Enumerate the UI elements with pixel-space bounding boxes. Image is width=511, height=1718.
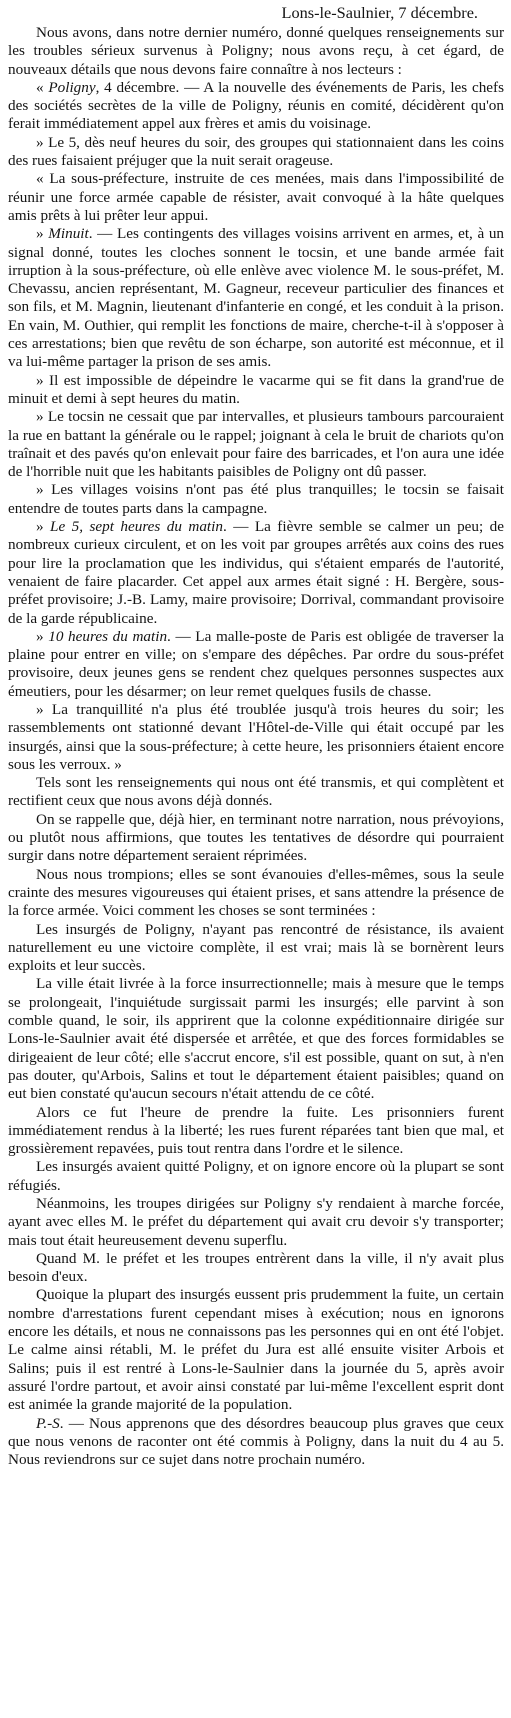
paragraph-renseignements: Tels sont les renseignements qui nous ont été transmis, et qui complètent et rectifient ceux que nous avons déjà donnés. bbox=[8, 774, 504, 810]
paragraph-ten-am: » 10 heures du matin. — La malle-poste de Paris est obligée de traverser la plaine pour entrer en ville; on s'empare des dépêches. Par ordre du sous-préfet provisoire, deux jeunes gens se rendent chez quelques personnes suspectes aux émeutiers, pour les désarmer; on leur remet quelques fusils de chasse. bbox=[8, 627, 504, 700]
paragraph-tranquillity: » La tranquillité n'a plus été troublée jusqu'à trois heures du soir; les rassemblements ont stationné devant l'Hôtel-de-Ville qui était occupé par les insurgés, ainsi que la sous-préfecture; à cette heure, les prisonniers étaient encore sous les verroux. » bbox=[8, 700, 504, 773]
paragraph-evening: » Le 5, dès neuf heures du soir, des groupes qui stationnaient dans les coins des rues faisaient préjuger que la nuit serait orageuse. bbox=[8, 133, 504, 170]
paragraph-vacarme: » Il est impossible de dépeindre le vacarme qui se fit dans la grand'rue de minuit et demi à sept heures du matin. bbox=[8, 371, 504, 407]
paragraph-midnight: » Minuit. — Les contingents des villages voisins arrivent en armes, et, à un signal donné, toutes les cloches sonnent le tocsin, et une bande armée fait irruption à la sous-préfecture, où elle enlève avec violence M. le sous-préfet, M. Chevassu, ancien représentant, M. Gagneur, receveur particulier des finances et son fils, et M. Magnin, lieutenant d'infanterie en congé, et les conduit à la prison. En vain, M. Outhier, qui remplit les fonctions de maire, cherche-t-il à s'opposer à ces arrestations; bien que revêtu de son écharpe, son autorité est méconnue, et il va lui-même partager la prison de ses amis. bbox=[8, 225, 505, 371]
paragraph-troupes: Néanmoins, les troupes dirigées sur Poligny s'y rendaient à marche forcée, ayant avec elles M. le préfet du département qui avait cru devoir s'y transporter; mais tout était heureusement devenu superflu. bbox=[8, 1195, 504, 1249]
paragraph-prefet-entre: Quand M. le préfet et les troupes entrèrent dans la ville, il n'y avait plus besoin d'eux. bbox=[8, 1249, 504, 1286]
paragraph-postscript: P.-S. — Nous apprenons que des désordres beaucoup plus graves que ceux que nous venons de raconter ont été commis à Poligny, dans la nuit du 4 au 5. Nous reviendrons sur ce sujet dans notre prochain numéro. bbox=[8, 1414, 504, 1469]
paragraph-fuite: Alors ce fut l'heure de prendre la fuite. Les prisonniers furent immédiatement rendus à la liberté; les rues furent réparées tant bien que mal, et grossièrement repavées, puis tout rentra dans l'ordre et le silence. bbox=[8, 1103, 504, 1158]
paragraph-intro: Nous avons, dans notre dernier numéro, donné quelques renseignements sur les troubles sérieux survenus à Poligny; nous avons reçu, à cet égard, de nouveaux détails que nous devons faire connaître à nos lecteurs : bbox=[8, 24, 504, 78]
paragraph-insurges: Les insurgés de Poligny, n'ayant pas rencontré de résistance, ils avaient naturellement eu une victoire complète, il est vrai; mais là se bornèrent leurs exploits et leur succès. bbox=[8, 920, 504, 975]
paragraph-villages: » Les villages voisins n'ont pas été plus tranquilles; le tocsin se faisait entendre de toutes parts dans la campagne. bbox=[8, 481, 504, 517]
paragraph-poligny-dispatch: « Poligny, 4 décembre. — A la nouvelle des événements de Paris, les chefs des sociétés secrètes de la ville de Poligny, réunis en comité, décidèrent qu'on ferait immédiatement appel aux frères et amis du voisinage. bbox=[8, 78, 504, 133]
paragraph-rappel: On se rappelle que, déjà hier, en terminant notre narration, nous prévoyions, ou plutôt nous affirmions, que toutes les tentatives de désordre qui pourraient surgir dans notre département seraient réprimées. bbox=[8, 810, 504, 865]
paragraph-trompions: Nous nous trompions; elles se sont évanouies d'elles-mêmes, sous la seule crainte des mesures vigoureuses qui étaient prises, et sans attendre la présence de la force armée. Voici comment les choses se sont terminées : bbox=[8, 865, 504, 920]
paragraph-sous-prefecture: « La sous-préfecture, instruite de ces menées, mais dans l'impossibilité de réunir une force armée capable de résister, avait convoqué à la hâte quelques amis prêts à lui prêter leur appui. bbox=[8, 170, 504, 224]
paragraph-ville-livree: La ville était livrée à la force insurrectionnelle; mais à mesure que le temps se prolongeait, l'inquiétude surgissait parmi les insurgés; elle parvint à son comble quand, le soir, ils apprirent que la colonne expéditionnaire dirigée sur Lons-le-Saulnier avait été dispersée et arrêtée, et que des forces formidables se dirigeaient de leur côté; elle s'accrut encore, s'il est possible, quant on sut, à n'en pas douter, qu'Arbois, Salins et tout le département étaient paisibles; quand on eut bien constaté qu'aucun secours n'était attendu de ce côté. bbox=[8, 975, 504, 1103]
paragraph-tocsin: » Le tocsin ne cessait que par intervalles, et plusieurs tambours parcouraient la rue en battant la générale ou le rappel; joignant à cela le bruit de chariots qu'on traînait et des pavés qu'on enlevait pour faire des barricades, et l'on aura une idée de l'horrible nuit que les habitants paisibles de Poligny ont dû passer. bbox=[8, 408, 504, 481]
dateline: Lons-le-Saulnier, 7 décembre. bbox=[281, 3, 478, 22]
paragraph-quitte: Les insurgés avaient quitté Poligny, et on ignore encore où la plupart se sont réfugiés. bbox=[8, 1158, 504, 1194]
paragraph-seven-am: » Le 5, sept heures du matin. — La fièvre semble se calmer un peu; de nombreux curieux circulent, et on les voit par groupes arrêtés aux coins des rues pour lire la proclamation que les individus, qui s'étaient emparés de l'autorité, venaient de faire placarder. Cet appel aux armes était signé : H. Bergère, sous-préfet provisoire; J.-B. Lamy, maire provisoire; Dorrival, commandant provisoire de la garde républicaine. bbox=[8, 518, 504, 627]
paragraph-arrestations: Quoique la plupart des insurgés eussent pris prudemment la fuite, un certain nombre d'arrestations furent cependant mises à exécution; nous en ignorons encore les détails, et nous ne connaissons pas les personnes qui en ont été l'objet. Le calme ainsi rétabli, M. le préfet du Jura est allé ensuite visiter Arbois et Salins; puis il est rentré à Lons-le-Saulnier dans la journée du 5, après avoir assuré l'ordre partout, et avoir ainsi constaté par lui-même l'excellent esprit dont est animée la grande majorité de la population. bbox=[8, 1286, 504, 1414]
